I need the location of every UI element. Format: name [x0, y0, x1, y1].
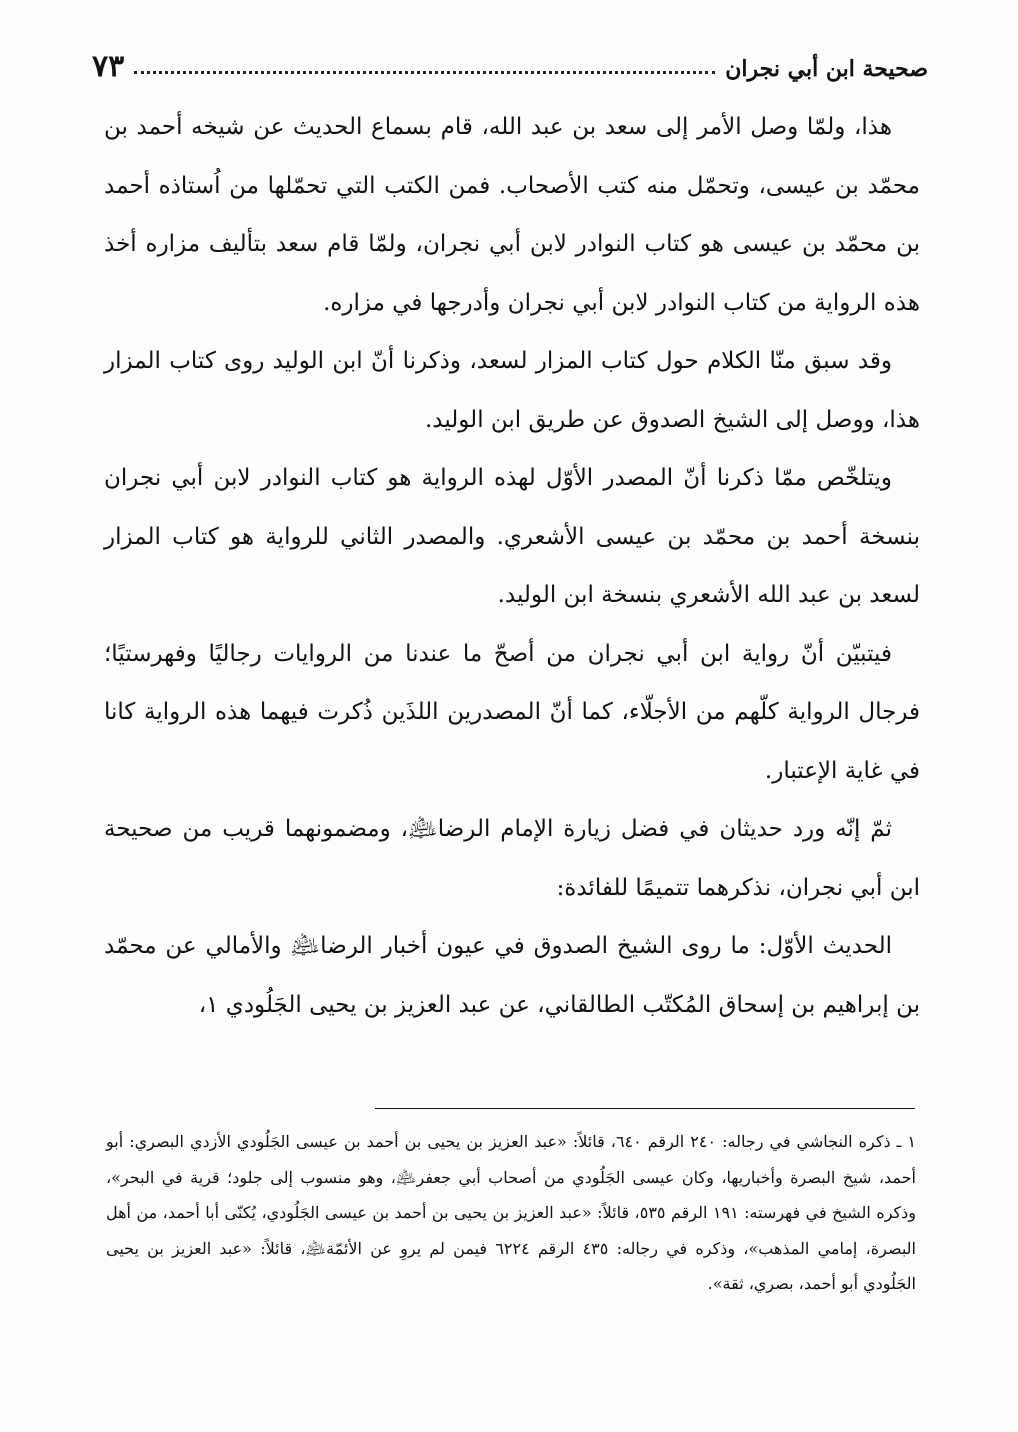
paragraph: ثمّ إنّه ورد حديثان في فضل زيارة الإمام الرضا﵇، ومضمونهما قريب من صحيحة ابن أبي نجران، نذكرهما تتميمًا للفائدة:: [104, 816, 920, 901]
main-text: [104, 98, 920, 1034]
paragraph: الحديث الأوّل: ما روى الشيخ الصدوق في عيون أخبار الرضا﵇ والأمالي عن محمّد بن إبراهيم بن إسحاق المُكتّب الطالقاني، عن عبد العزيز بن يحيى الجَلُودي ١،: [104, 933, 920, 1018]
paragraph: ويتلخّص ممّا ذكرنا أنّ المصدر الأوّل لهذه الرواية هو كتاب النوادر لابن أبي نجران بنسخة أحمد بن محمّد بن عيسى الأشعري. والمصدر الثاني للرواية هو كتاب المزار لسعد بن عبد الله الأشعري بنسخة ابن الوليد.: [104, 465, 920, 608]
footnote-separator: [375, 1108, 915, 1109]
page-number: ٧٣: [92, 49, 125, 84]
dotted-leader: [134, 70, 715, 74]
paragraph: فيتبيّن أنّ رواية ابن أبي نجران من أصحّ ما عندنا من الروايات رجاليًا وفهرستيًا؛ فرجال الرواية كلّهم من الأجلّاء، كما أنّ المصدرين اللذَين ذُكرت فيهما هذه الرواية كانا في غاية الإعتبار.: [104, 640, 920, 784]
page-header: [92, 36, 928, 82]
footnote: ١ ـ ذكره النجاشي في رجاله: ٢٤٠ الرقم ٦٤٠، قائلاً: «عبد العزيز بن يحيى بن أحمد بن عيسى الجَلُودي الأزدي البصري: أبو أحمد، شيخ البصرة وأخباريها، وكان عيسى الجَلُودي من أصحاب أبي جعفر﵇، وهو منسوب إلى جلود؛ قرية في البحر»، وذكره الشيخ في فهرسته: ١٩١ الرقم ٥٣٥، قائلاً: «عبد العزيز بن يحيى بن أحمد بن عيسى الجَلُودي، يُكنّى أبا أحمد، من أهل البصرة، إمامي المذهب»، وذكره في رجاله: ٤٣٥ الرقم ٦٢٢٤ فيمن لم يروِ عن الأئمّة﵇، قائلاً: «عبد العزيز بن يحيى الجَلُودي أبو أحمد، بصري، ثقة».: [106, 1132, 916, 1293]
paragraph: وقد سبق منّا الكلام حول كتاب المزار لسعد، وذكرنا أنّ ابن الوليد روى كتاب المزار هذا، ووصل إلى الشيخ الصدوق عن طريق ابن الوليد.: [104, 348, 920, 433]
running-title: صحيحة ابن أبي نجران: [725, 56, 928, 82]
paragraph: هذا، ولمّا وصل الأمر إلى سعد بن عبد الله، قام بسماع الحديث عن شيخه أحمد بن محمّد بن عيسى، وتحمّل منه كتب الأصحاب. فمن الكتب التي تحمّلها من اُستاذه أحمد بن محمّد بن عيسى هو كتاب النوادر لابن أبي نجران، ولمّا قام سعد بتأليف مزاره أخذ هذه الرواية من كتاب النوادر لابن أبي نجران وأدرجها في مزاره.: [104, 114, 920, 316]
